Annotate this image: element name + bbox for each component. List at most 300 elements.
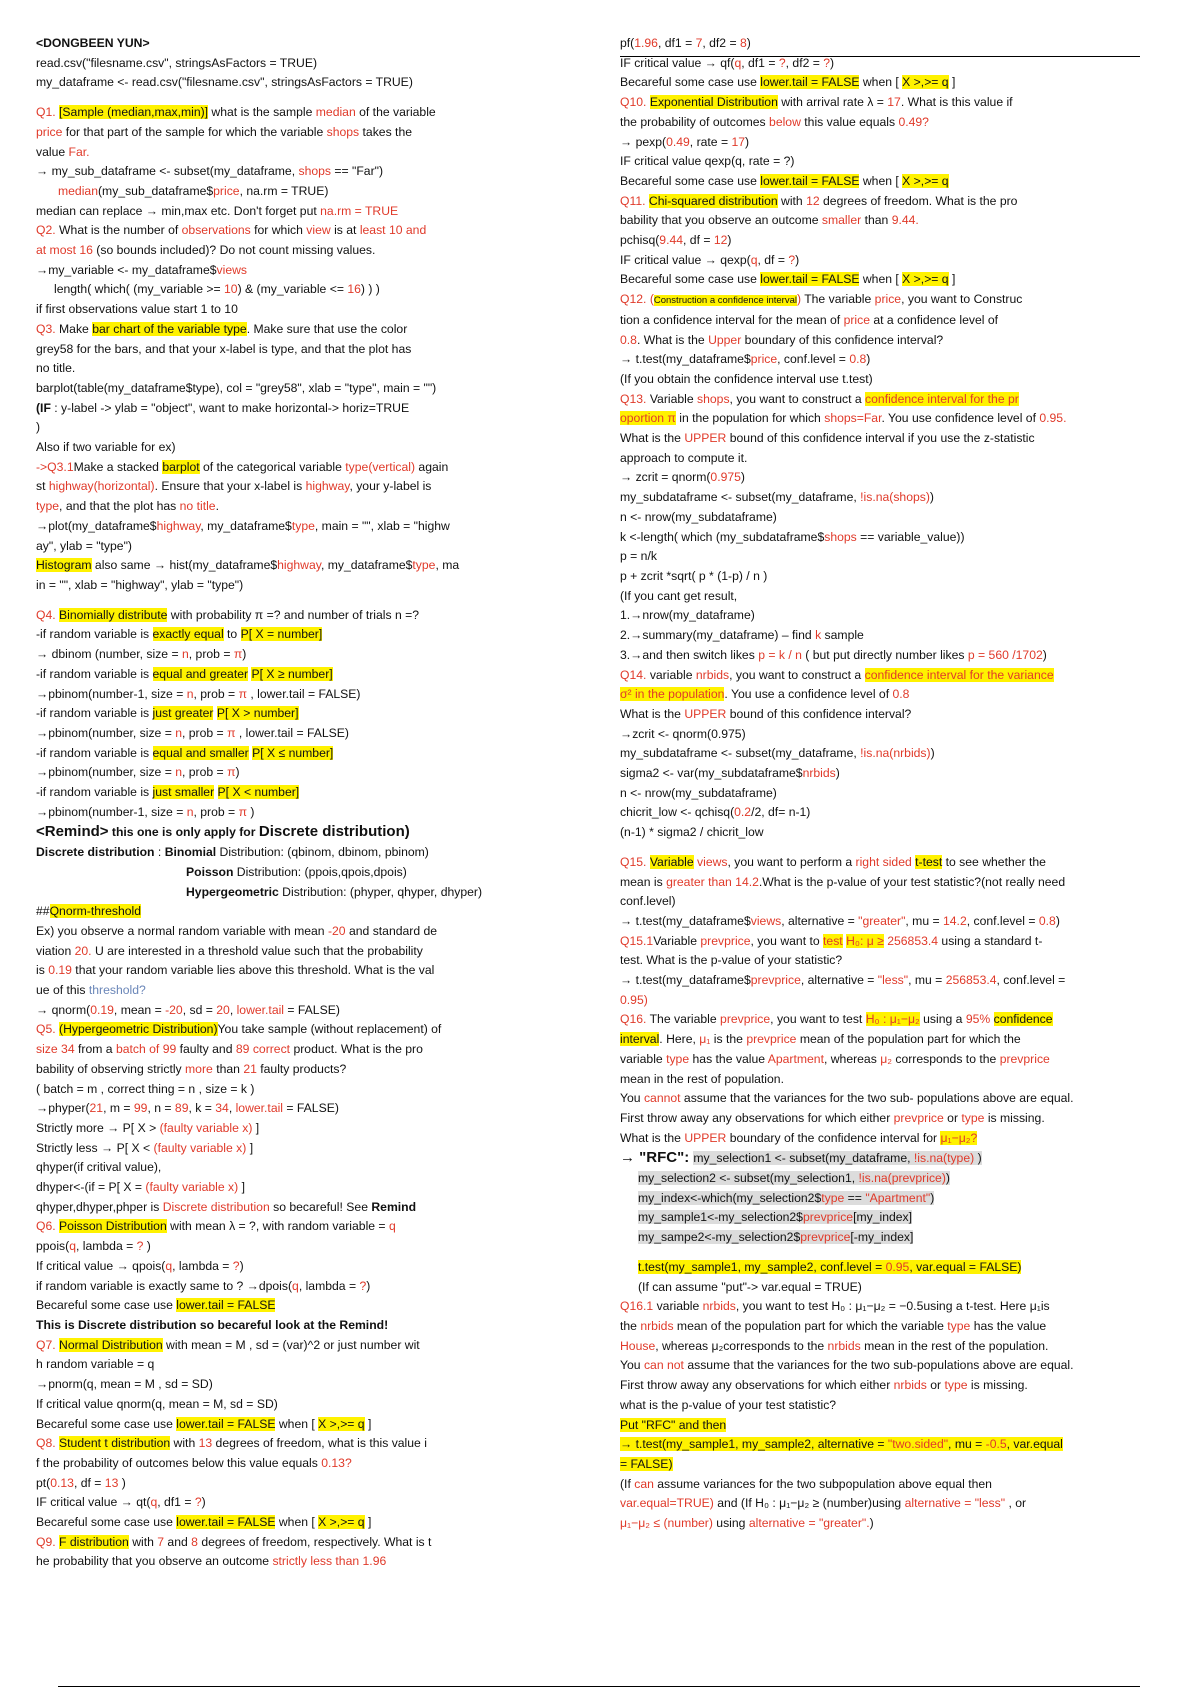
- text-segment: X >,>= q: [902, 272, 949, 287]
- text-segment: bound of this confidence interval if you use the z-statistic: [726, 431, 1035, 446]
- text-segment: Distribution: (phyper, qhyper, dhyper): [278, 884, 483, 899]
- text-segment: dhyper<-(if = P[ X =: [36, 1180, 146, 1195]
- text-segment: mean in the rest of population.: [620, 1071, 784, 1086]
- text-segment: ): [974, 1151, 982, 1166]
- text-segment: equal and greater: [152, 666, 249, 681]
- text-segment: , k =: [188, 1101, 216, 1116]
- text-segment: of the variable: [355, 105, 436, 120]
- text-line: [36, 1474, 580, 1494]
- text-segment: than: [861, 213, 892, 228]
- text-segment: This is Discrete distribution so becareful look at the Remind!: [36, 1318, 389, 1332]
- text-segment: , lambda =: [298, 1278, 360, 1293]
- text-line: [620, 270, 1160, 290]
- text-line: [620, 290, 1160, 311]
- text-segment: , df2 =: [785, 55, 824, 70]
- text-segment: →pbinom(number, size =: [36, 765, 176, 780]
- text-segment: If critical value → qpois(: [36, 1258, 166, 1273]
- text-segment: ->Q3.1: [36, 459, 74, 474]
- text-segment: Make a stacked: [73, 459, 163, 474]
- text-segment: no title.: [36, 361, 76, 376]
- text-segment: so becareful! See: [269, 1199, 372, 1214]
- text-segment: ?: [778, 55, 786, 70]
- text-segment: var.equal=TRUE): [620, 1496, 714, 1511]
- text-line: [620, 1396, 1160, 1416]
- text-segment: median can replace → min,max etc. Don't forget put: [36, 203, 321, 218]
- text-segment: Q12.: [620, 292, 650, 307]
- text-segment: Upper: [708, 332, 742, 347]
- text-segment: Strictly more → P[ X >: [36, 1120, 160, 1135]
- text-line: [620, 54, 1160, 74]
- text-segment: (If: [620, 1476, 635, 1491]
- text-segment: type: [944, 1378, 968, 1393]
- text-segment: Q3.: [36, 321, 60, 336]
- text-line: [36, 477, 580, 497]
- text-segment: , prob =: [188, 647, 234, 662]
- text-line: [620, 1297, 1160, 1317]
- text-segment: confidence interval for the variance: [864, 667, 1054, 682]
- text-segment: /2, df= n-1): [751, 805, 811, 820]
- text-segment: with mean λ = ?, with random variable =: [166, 1219, 389, 1234]
- text-line: [36, 704, 580, 724]
- text-line: [36, 280, 580, 300]
- text-segment: he probability that you observe an outcome: [36, 1554, 273, 1569]
- text-segment: with probability π =? and number of trials n =?: [167, 607, 420, 622]
- text-segment: highway: [277, 558, 321, 573]
- text-segment: shops: [697, 391, 730, 406]
- text-line: [36, 1217, 580, 1237]
- text-segment: my_subdataframe <- subset(my_dataframe,: [620, 490, 861, 505]
- text-segment: , conf.level =: [996, 973, 1066, 988]
- text-segment: is missing.: [984, 1110, 1045, 1125]
- text-line: [36, 576, 580, 596]
- text-segment: oportion π: [620, 411, 676, 426]
- text-segment: takes the: [359, 124, 413, 139]
- text-segment: What is the: [620, 431, 685, 446]
- text-line: [36, 359, 580, 379]
- text-segment: variable: [653, 1299, 703, 1314]
- text-segment: Variable: [649, 854, 694, 869]
- text-segment: X >,>= q: [902, 173, 949, 188]
- text-segment: 95%: [965, 1012, 991, 1027]
- text-segment: 0.8: [1038, 913, 1056, 928]
- text-line: [36, 1178, 580, 1198]
- text-segment: q: [388, 1219, 396, 1234]
- text-segment: , lower.tail = FALSE): [246, 686, 361, 701]
- text-segment: , m =: [103, 1101, 134, 1116]
- text-segment: t.test(my_sample1, my_sample2, conf.level =: [638, 1259, 886, 1274]
- text-segment: . Here,: [659, 1032, 700, 1047]
- text-segment: , df1 =: [657, 36, 696, 50]
- text-segment: "greater": [858, 913, 906, 928]
- text-segment: in = "", xlab = "highway", ylab = "type"): [36, 577, 244, 592]
- text-segment: n: [186, 804, 194, 819]
- text-line: [36, 123, 580, 143]
- text-line: [36, 981, 580, 1001]
- text-segment: Q7.: [36, 1337, 60, 1352]
- text-segment: grey58 for the bars, and that your x-label is type, and that the plot has: [36, 341, 412, 356]
- text-segment: has the value: [970, 1319, 1047, 1333]
- text-line: [36, 143, 580, 163]
- text-line: [36, 1336, 580, 1356]
- text-segment: = FALSE): [284, 1002, 340, 1017]
- text-segment: 1.→nrow(my_dataframe): [620, 608, 755, 623]
- text-segment: 3.→and then switch likes: [620, 647, 759, 662]
- text-segment: 0.975: [710, 470, 741, 485]
- text-segment: Q4.: [36, 607, 60, 622]
- text-segment: value: [36, 144, 69, 159]
- text-segment: pchisq(: [620, 233, 660, 248]
- text-line: [620, 172, 1160, 192]
- text-segment: == variable_value)): [856, 529, 965, 544]
- text-segment: 89 correct: [235, 1042, 291, 1057]
- text-segment: , rate =: [689, 134, 732, 149]
- text-segment: H₀ : μ₁−μ₂: [865, 1012, 920, 1027]
- text-segment: product. What is the pro: [290, 1042, 423, 1057]
- text-segment: confidence interval for the pr: [865, 391, 1019, 406]
- text-line: [36, 54, 580, 74]
- text-line: [36, 1277, 580, 1297]
- text-segment: n <- nrow(my_subdataframe): [620, 785, 777, 800]
- text-segment: (If you cant get result,: [620, 588, 738, 603]
- text-segment: (faulty variable x): [159, 1120, 253, 1135]
- text-segment: , alternative =: [800, 973, 878, 988]
- text-segment: q: [69, 1239, 76, 1254]
- text-segment: !is.na(type): [913, 1151, 975, 1166]
- text-segment: ##: [36, 904, 50, 919]
- text-segment: , df =: [683, 233, 714, 248]
- text-segment: Apartment: [767, 1051, 824, 1066]
- text-line: [36, 822, 580, 843]
- text-line: [36, 1296, 580, 1316]
- text-segment: q: [150, 1495, 158, 1510]
- text-segment: IF critical value → qexp(: [620, 252, 751, 267]
- text-segment: First throw away any observations for which either: [620, 1110, 894, 1125]
- text-segment: than: [212, 1061, 244, 1076]
- text-segment: has the value: [689, 1051, 768, 1066]
- text-segment: (: [649, 292, 654, 307]
- text-segment: 7: [695, 36, 703, 50]
- text-line: [620, 1208, 1160, 1228]
- text-segment: ): [1042, 647, 1047, 662]
- text-segment: my_selection2 <- subset(my_selection1,: [638, 1171, 859, 1186]
- text-segment: ?: [823, 55, 831, 70]
- text-segment: price: [874, 292, 902, 307]
- text-segment: →pbinom(number-1, size =: [36, 804, 187, 819]
- text-segment: Far.: [68, 144, 90, 159]
- text-segment: ppois(: [36, 1239, 70, 1254]
- text-segment: is: [36, 963, 49, 978]
- text-segment: lower.tail = FALSE: [760, 75, 860, 90]
- text-segment: with arrival rate λ =: [777, 95, 888, 110]
- text-segment: → zcrit = qnorm(: [620, 470, 711, 485]
- text-segment: , mean =: [113, 1002, 166, 1017]
- text-segment: 0.49: [666, 134, 690, 149]
- text-segment: P[ X ≤ number]: [252, 745, 334, 760]
- text-segment: lower.tail = FALSE: [760, 272, 860, 287]
- text-segment: n: [186, 686, 194, 701]
- text-segment: What is the: [620, 1130, 685, 1145]
- text-segment: just greater: [152, 706, 214, 721]
- text-line: [620, 666, 1160, 686]
- text-segment: !is.na(prevprice): [858, 1171, 946, 1186]
- text-segment: 0.8: [620, 332, 637, 347]
- text-segment: ]: [252, 1120, 260, 1135]
- text-segment: →pbinom(number-1, size =: [36, 686, 187, 701]
- text-line: [36, 202, 580, 222]
- text-segment: cannot: [643, 1091, 681, 1106]
- text-segment: what is the sample: [208, 105, 316, 120]
- text-segment: q: [734, 55, 742, 70]
- text-line: [36, 863, 580, 883]
- text-segment: qhyper(if critival value),: [36, 1160, 162, 1175]
- text-line: [36, 1158, 580, 1178]
- text-segment: 9.44: [659, 233, 684, 248]
- text-segment: →my_variable <- my_dataframe$: [36, 262, 217, 277]
- text-segment: prevprice: [720, 1012, 771, 1027]
- text-segment: , whereas μ₂corresponds to the: [655, 1338, 828, 1353]
- text-line: [36, 182, 580, 202]
- text-line: [620, 744, 1160, 764]
- text-line: [36, 724, 580, 744]
- text-segment: batch of 99: [115, 1042, 177, 1057]
- text-segment: my_selection1 <- subset(my_dataframe,: [693, 1151, 914, 1166]
- text-segment: when [: [859, 272, 903, 287]
- text-segment: equal and smaller: [152, 745, 249, 760]
- text-segment: observations: [181, 223, 251, 238]
- text-segment: ==: [844, 1190, 866, 1205]
- text-segment: Becareful some case use: [620, 173, 761, 188]
- text-segment: when [: [275, 1416, 319, 1431]
- text-segment: 0.95): [620, 992, 648, 1007]
- text-segment: ): [830, 55, 835, 70]
- text-segment: μ₂: [880, 1051, 892, 1066]
- text-segment: , you want to construct a: [729, 391, 866, 406]
- text-line: [36, 1119, 580, 1139]
- text-segment: Q2.: [36, 223, 60, 238]
- text-segment: 1.96: [634, 36, 658, 50]
- text-segment: if random variable is exactly same to ? →dpois(: [36, 1278, 293, 1293]
- text-segment: House: [620, 1338, 656, 1353]
- text-line: [620, 73, 1160, 93]
- text-segment: chicrit_low <- qchisq(: [620, 805, 735, 820]
- text-segment: Strictly less → P[ X <: [36, 1140, 154, 1155]
- text-segment: with: [777, 193, 807, 208]
- text-segment: highway: [305, 479, 350, 494]
- text-segment: length( which( (my_variable >=: [54, 282, 225, 297]
- text-line: [36, 1198, 580, 1218]
- text-segment: confidence: [993, 1012, 1053, 1027]
- text-segment: corresponds to the: [891, 1051, 1000, 1066]
- text-segment: views: [750, 913, 782, 928]
- text-segment: interval: [620, 1032, 660, 1047]
- text-line: [620, 1050, 1160, 1070]
- text-segment: my_index<-which(my_selection2$: [638, 1190, 822, 1205]
- text-segment: Poisson: [186, 864, 234, 879]
- text-segment: The variable: [801, 292, 875, 307]
- text-segment: threshold?: [88, 983, 146, 998]
- text-segment: ?: [194, 1495, 202, 1510]
- text-segment: qhyper,dhyper,phper is: [36, 1199, 163, 1214]
- text-line: [620, 873, 1160, 893]
- text-segment: approach to compute it.: [620, 450, 748, 465]
- text-line: [36, 1316, 580, 1336]
- text-segment: !is.na(shops): [860, 490, 930, 505]
- text-segment: 13: [198, 1436, 213, 1451]
- text-segment: Ex) you observe a normal random variable with mean: [36, 923, 328, 938]
- text-segment: , var.equal = FALSE): [909, 1259, 1022, 1274]
- text-segment: The variable: [649, 1012, 721, 1027]
- text-line: [620, 1228, 1160, 1248]
- text-segment: ): [796, 292, 802, 307]
- text-segment: lower.tail = FALSE: [176, 1298, 276, 1313]
- text-segment: .: [215, 499, 219, 514]
- text-segment: P[ X = number]: [240, 627, 323, 642]
- text-segment: size 34: [36, 1042, 75, 1057]
- text-segment: and: [164, 1534, 192, 1549]
- right-column: [620, 34, 1160, 1534]
- text-segment: ): [246, 804, 255, 819]
- text-segment: P[ X > number]: [216, 706, 299, 721]
- text-segment: my_sampe2<-my_selection2$: [638, 1230, 801, 1245]
- text-segment: π: [238, 686, 247, 701]
- text-segment: just smaller: [152, 785, 215, 800]
- text-line: [620, 468, 1160, 488]
- text-segment: ): [143, 1239, 151, 1254]
- text-segment: bability of observing strictly: [36, 1061, 186, 1076]
- text-line: [36, 1434, 580, 1454]
- text-segment: highway: [156, 518, 201, 533]
- text-segment: <Remind>: [36, 823, 109, 841]
- text-line: [36, 1415, 580, 1435]
- text-line: [620, 409, 1160, 429]
- text-segment: ]: [948, 75, 956, 90]
- text-segment: when [: [859, 173, 903, 188]
- text-segment: , conf.level =: [777, 352, 850, 367]
- text-segment: X >,>= q: [902, 75, 949, 90]
- text-segment: , df1 =: [741, 55, 779, 70]
- text-segment: Q6.: [36, 1219, 60, 1234]
- text-segment: , alternative =: [781, 913, 859, 928]
- text-segment: P[ X ≥ number]: [251, 666, 333, 681]
- text-segment: -20: [165, 1002, 183, 1017]
- text-line: [36, 517, 580, 537]
- text-segment: assume variances for the two subpopulation above equal then: [653, 1476, 992, 1491]
- text-segment: mean is: [620, 874, 667, 889]
- text-segment: p = n/k: [620, 549, 657, 564]
- text-segment: variable: [620, 1051, 667, 1066]
- text-line: [620, 34, 1160, 54]
- text-segment: -if random variable is: [36, 706, 153, 721]
- text-line: [620, 932, 1160, 952]
- text-segment: prevprice: [802, 1210, 854, 1225]
- text-segment: , my_dataframe$: [320, 558, 413, 573]
- text-line: [620, 892, 1160, 912]
- text-segment: Becareful some case use: [620, 75, 761, 90]
- text-segment: Q15.1: [620, 933, 654, 948]
- text-segment: 20: [216, 1002, 230, 1017]
- text-segment: is missing.: [967, 1378, 1028, 1393]
- text-segment: (IF: [36, 400, 51, 415]
- text-segment: Also if two variable for ex): [36, 440, 176, 455]
- text-segment: type: [291, 518, 315, 533]
- text-segment: If critical value qnorm(q, mean = M, sd = SD): [36, 1396, 278, 1411]
- text-segment: μ₁−μ₂ ≤ (number): [620, 1516, 713, 1531]
- text-segment: price: [213, 183, 240, 198]
- text-segment: 0.19: [48, 963, 72, 978]
- text-segment: 256853.4: [887, 933, 939, 948]
- text-segment: 14.2: [943, 913, 967, 928]
- text-segment: p = k / n: [758, 647, 802, 662]
- text-segment: lower.tail = FALSE: [760, 173, 860, 188]
- text-segment: q: [750, 252, 758, 267]
- text-segment: ): [727, 233, 732, 248]
- text-segment: 34: [215, 1101, 229, 1116]
- text-segment: , main = "", xlab = "highw: [314, 518, 450, 533]
- text-line: [620, 764, 1160, 784]
- text-segment: Q13.: [620, 391, 650, 406]
- text-segment: ): [866, 352, 871, 367]
- text-line: [36, 73, 580, 93]
- text-segment: (If can assume "put"-> var.equal = TRUE): [638, 1279, 862, 1294]
- text-segment: using a: [919, 1012, 966, 1027]
- text-segment: p + zcrit *sqrt( p * (1-p) / n ): [620, 568, 768, 583]
- text-segment: pt(: [36, 1475, 51, 1490]
- text-segment: barplot: [162, 459, 200, 474]
- text-segment: Becareful some case use: [36, 1515, 177, 1530]
- text-segment: using a standard t-: [938, 933, 1043, 948]
- text-segment: boundary of this confidence interval?: [741, 332, 944, 347]
- text-segment: to see whether the: [942, 854, 1046, 869]
- text-segment: what is the p-value of your test statistic?: [620, 1397, 837, 1412]
- text-segment: Hypergeometric: [186, 884, 279, 899]
- text-segment: type: [947, 1319, 971, 1333]
- text-segment: f the probability of outcomes below this value equals: [36, 1455, 322, 1470]
- text-segment: pf(: [620, 36, 635, 50]
- text-segment: h random variable = q: [36, 1357, 155, 1372]
- text-segment: X >,>= q: [318, 1515, 365, 1530]
- text-segment: Becareful some case use: [620, 272, 761, 287]
- text-segment: ): [835, 766, 840, 781]
- text-segment: tion a confidence interval for the mean of: [620, 312, 844, 327]
- text-segment: → dbinom (number, size =: [36, 647, 182, 662]
- text-segment: "two.sided": [887, 1437, 949, 1452]
- text-segment: Discrete distribution): [258, 823, 410, 841]
- text-line: [36, 1355, 580, 1375]
- text-segment: → qnorm(: [36, 1002, 91, 1017]
- text-segment: 10: [224, 282, 238, 297]
- text-segment: again: [415, 459, 449, 474]
- text-line: [620, 1435, 1160, 1455]
- text-segment: shops: [298, 164, 332, 179]
- text-segment: or: [943, 1110, 962, 1125]
- text-line: [620, 1169, 1160, 1189]
- text-segment: q: [165, 1258, 173, 1273]
- text-segment: 21: [89, 1101, 104, 1116]
- text-line: [36, 497, 580, 517]
- text-segment: σ² in the population: [620, 687, 725, 702]
- text-segment: prevprice: [700, 933, 751, 948]
- text-line: [36, 1375, 580, 1395]
- text-segment: lower.tail: [236, 1002, 285, 1017]
- text-line: [620, 93, 1160, 113]
- text-segment: mean of the population part for which the: [796, 1032, 1021, 1047]
- text-segment: -if random variable is: [36, 745, 153, 760]
- text-segment: t-test: [915, 854, 943, 869]
- text-segment: ?: [788, 252, 796, 267]
- text-line: [36, 596, 580, 606]
- text-segment: nrbids: [695, 667, 730, 682]
- text-line: [36, 1395, 580, 1415]
